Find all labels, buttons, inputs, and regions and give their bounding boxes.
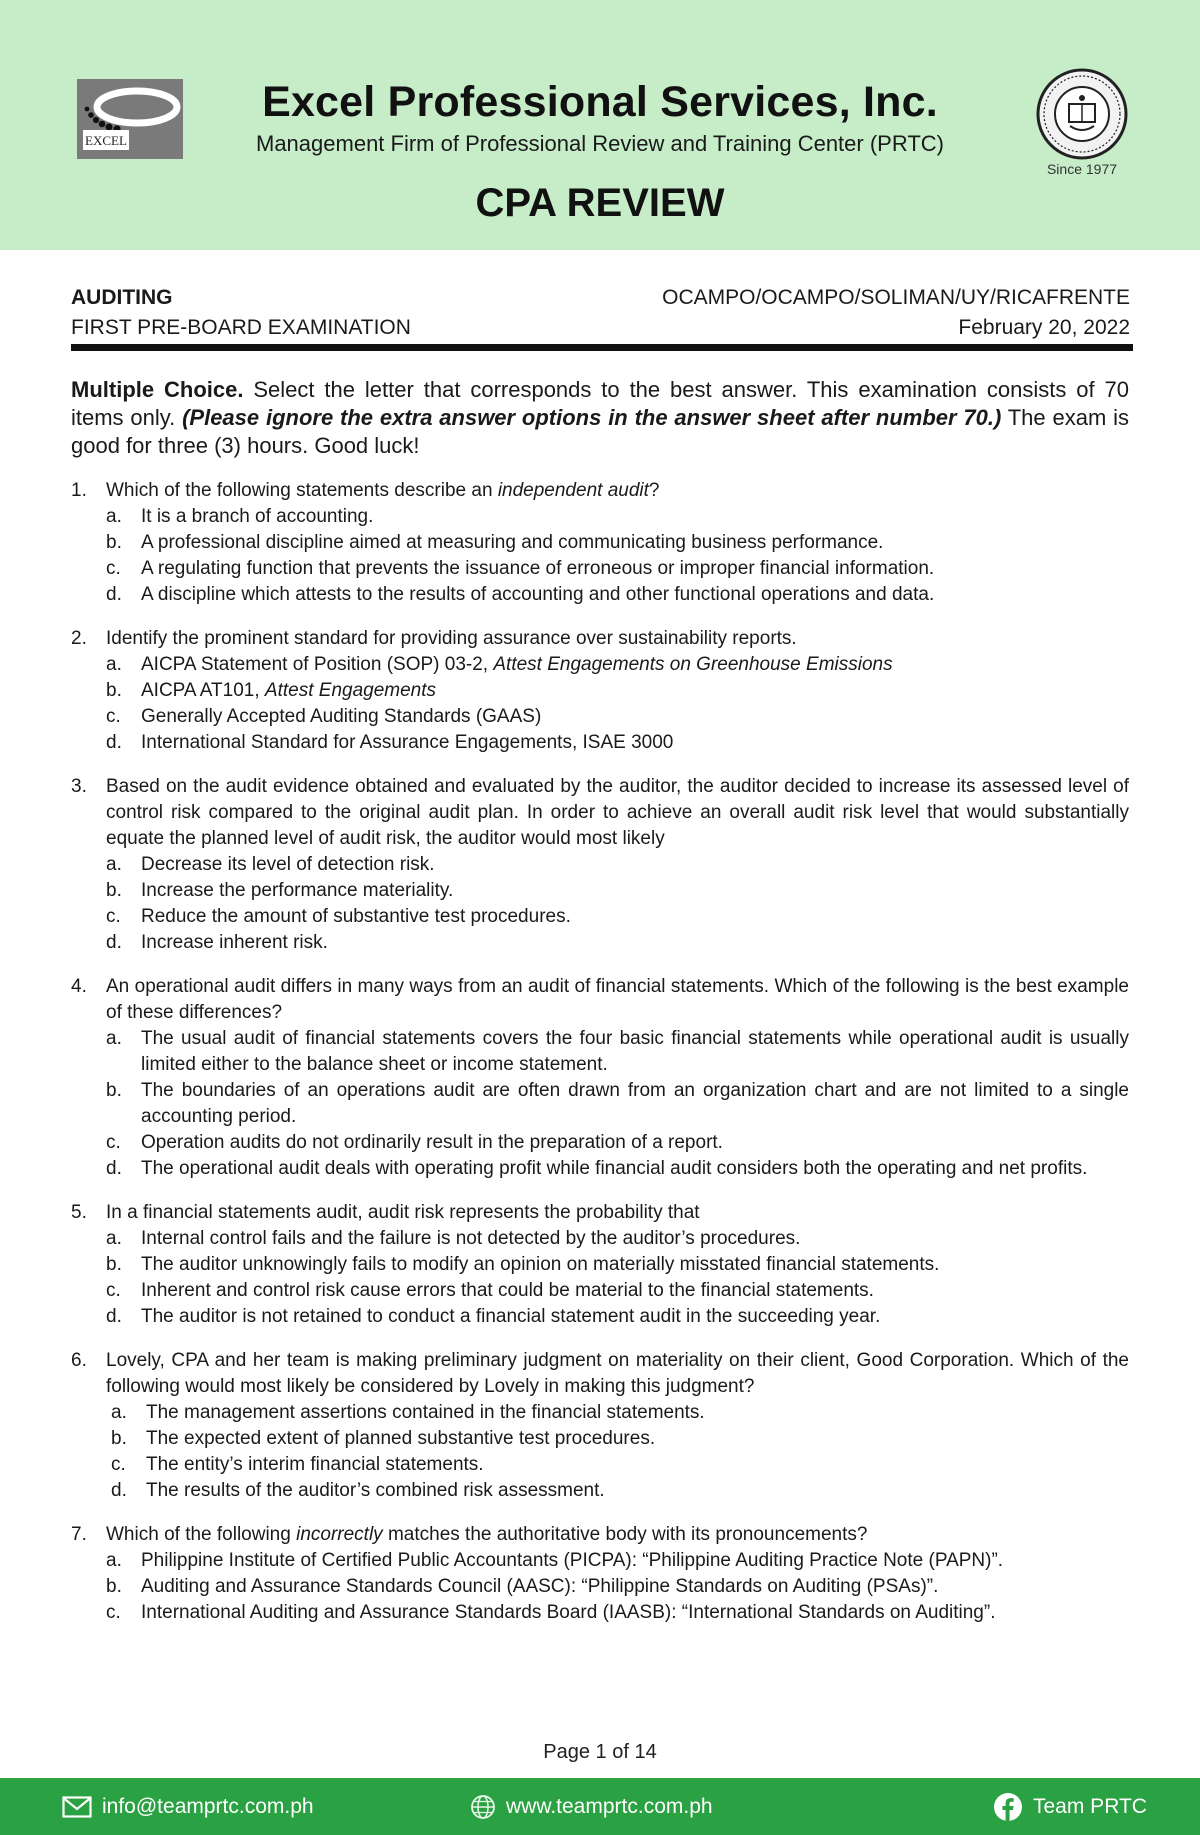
prtc-seal-icon [1036,68,1128,160]
option-text: The auditor is not retained to conduct a financial statement audit in the succeeding year. [141,1306,881,1327]
stem-emphasis: incorrectly [296,1524,383,1545]
option-text: AICPA Statement of Position (SOP) 03-2, [141,654,494,675]
option-c [106,904,1129,930]
option-d [106,1156,1129,1182]
footer-website-text: www.teamprtc.com.ph [506,1794,713,1818]
option-text: The management assertions contained in the financial statements. [146,1402,705,1423]
option-d [106,1478,1129,1504]
question-number: 5. [71,1202,87,1223]
option-letter: c. [106,1280,121,1301]
question-number: 1. [71,480,87,501]
option-text: The boundaries of an operations audit are often drawn from an organization chart and are not limited to a single accounting period. [141,1080,1129,1127]
option-text: The entity’s interim financial statements. [146,1454,484,1475]
option-b [106,1426,1129,1452]
page-number: Page 1 of 14 [543,1741,657,1763]
option-letter: c. [106,706,121,727]
option-text: Reduce the amount of substantive test procedures. [141,906,571,927]
globe-icon [470,1794,496,1820]
question-number: 3. [71,776,87,797]
option-c [106,1278,1129,1304]
instructions-text-1: Select the letter that corresponds to the best answer. This examination consists of 70 items only. [71,377,1129,430]
footer-email-text: info@teamprtc.com.ph [102,1794,314,1818]
since-year: Since 1977 [1046,161,1118,177]
option-text: International Auditing and Assurance Standards Board (IAASB): “International Standards on Auditing”. [141,1602,996,1623]
question-3 [71,774,1129,956]
option-d [106,930,1129,956]
question-number: 7. [71,1524,87,1545]
option-letter: c. [106,1602,121,1623]
exam-name: FIRST PRE-BOARD EXAMINATION [71,316,411,339]
option-b [106,878,1129,904]
option-text: A professional discipline aimed at measuring and communicating business performance. [141,532,884,553]
option-text: Decrease its level of detection risk. [141,854,435,875]
option-text: Generally Accepted Auditing Standards (GAAS) [141,706,542,727]
question-number: 4. [71,976,87,997]
stem-text: Which of the following statements describe an [106,480,498,501]
option-letter: b. [106,532,122,553]
option-text: Inherent and control risk cause errors that could be material to the financial statements. [141,1280,874,1301]
company-subtitle: Management Firm of Professional Review and Training Center (PRTC) [256,131,944,156]
option-letter: c. [106,1132,121,1153]
question-number: 6. [71,1350,87,1371]
exam-content [71,376,1129,1644]
question-5 [71,1200,1129,1330]
option-text: Increase the performance materiality. [141,880,454,901]
program-title: CPA REVIEW [475,181,725,225]
option-a [106,1548,1129,1574]
answer-options [106,1400,1129,1504]
instructions [71,376,1129,460]
option-a [106,1026,1129,1078]
option-letter: a. [106,1550,122,1571]
option-text: Operation audits do not ordinarily result in the preparation of a report. [141,1132,723,1153]
option-emphasis: Attest Engagements on Greenhouse Emissions [493,654,893,675]
option-c [106,1130,1129,1156]
option-c [106,556,1129,582]
option-b [106,1574,1129,1600]
option-a [106,852,1129,878]
option-b [106,1078,1129,1130]
option-text: Auditing and Assurance Standards Council (AASC): “Philippine Standards on Auditing (PSAs)”. [141,1576,939,1597]
question-stem: Lovely, CPA and her team is making preliminary judgment on materiality on their client, Good Corporation. Which of the following would most likely be considered by Lovely in making this judgment? [106,1350,1129,1397]
option-text: International Standard for Assurance Engagements, ISAE 3000 [141,732,674,753]
exam-date: February 20, 2022 [958,316,1130,339]
option-emphasis: Attest Engagements [264,680,437,701]
option-text: The results of the auditor’s combined risk assessment. [146,1480,605,1501]
subject-title: AUDITING [71,286,173,309]
option-letter: c. [111,1454,126,1475]
option-text: The auditor unknowingly fails to modify an opinion on materially misstated financial statements. [141,1254,940,1275]
stem-text: Which of the following [106,1524,297,1545]
answer-options [106,1026,1129,1182]
option-letter: a. [106,654,122,675]
question-number: 2. [71,628,87,649]
option-b [106,678,1129,704]
option-text: Increase inherent risk. [141,932,328,953]
answer-options [106,1226,1129,1330]
answer-options [106,1548,1129,1626]
footer-facebook[interactable] [993,1778,1147,1835]
question-6 [71,1348,1129,1504]
option-letter: b. [106,1576,122,1597]
option-c [106,704,1129,730]
option-letter: a. [106,506,122,527]
option-a [106,504,1129,530]
option-d [106,1304,1129,1330]
option-letter: d. [106,1158,122,1179]
header-divider [71,344,1133,351]
question-stem: Identify the prominent standard for providing assurance over sustainability reports. [106,628,797,649]
footer-website[interactable] [470,1778,713,1835]
question-stem [106,478,1129,504]
logo-text: EXCEL [85,133,127,148]
stem-text: matches the authoritative body with its pronouncements? [382,1524,868,1545]
stem-text: ? [648,480,660,501]
option-text: The expected extent of planned substantive test procedures. [146,1428,656,1449]
facebook-icon [993,1792,1023,1822]
option-letter: d. [106,932,122,953]
question-stem: In a financial statements audit, audit risk represents the probability that [106,1202,700,1223]
footer-band [0,1778,1200,1835]
option-a [106,652,1129,678]
option-d [106,582,1129,608]
option-letter: a. [111,1402,127,1423]
envelope-icon [62,1796,92,1818]
option-letter: a. [106,1028,122,1049]
option-letter: d. [106,732,122,753]
footer-email[interactable] [62,1778,314,1835]
option-text: AICPA AT101, [141,680,265,701]
option-text: The operational audit deals with operating profit while financial audit considers both the operating and net profits. [141,1158,1088,1179]
option-a [106,1400,1129,1426]
option-d [106,730,1129,756]
option-a [106,1226,1129,1252]
question-stem: An operational audit differs in many ways from an audit of financial statements. Which of the following is the best example of these differences? [106,976,1129,1023]
option-text: It is a branch of accounting. [141,506,374,527]
option-letter: d. [106,584,122,605]
question-stem [106,1522,1129,1548]
option-text: Philippine Institute of Certified Public Accountants (PICPA): “Philippine Auditing Practice Note (PAPN)”. [141,1550,1004,1571]
company-name: Excel Professional Services, Inc. [262,78,938,126]
question-7 [71,1522,1129,1626]
instructions-lead: Multiple Choice. [71,377,244,402]
question-2 [71,626,1129,756]
option-b [106,1252,1129,1278]
option-text: The usual audit of financial statements covers the four basic financial statements while operational audit is usually limited either to the balance sheet or income statement. [141,1028,1129,1075]
option-letter: d. [111,1480,127,1501]
option-letter: b. [106,1254,122,1275]
question-stem: Based on the audit evidence obtained and evaluated by the auditor, the auditor decided to increase its assessed level of control risk compared to the original audit plan. In order to achieve an overall audit risk level that would substantially equate the planned level of audit risk, the auditor would most likely [106,776,1129,849]
question-4 [71,974,1129,1182]
answer-options [106,652,1129,756]
option-letter: c. [106,906,121,927]
option-letter: d. [106,1306,122,1327]
option-letter: b. [106,880,122,901]
option-c [106,1600,1129,1626]
option-letter: b. [111,1428,127,1449]
option-c [106,1452,1129,1478]
option-text: A regulating function that prevents the issuance of erroneous or improper financial information. [141,558,935,579]
authors: OCAMPO/OCAMPO/SOLIMAN/UY/RICAFRENTE [662,286,1130,309]
option-letter: a. [106,1228,122,1249]
option-letter: b. [106,680,122,701]
answer-options [106,852,1129,956]
option-text: Internal control fails and the failure is not detected by the auditor’s procedures. [141,1228,801,1249]
instructions-note: (Please ignore the extra answer options in the answer sheet after number 70.) [182,405,1002,430]
option-b [106,530,1129,556]
footer-facebook-text: Team PRTC [1033,1794,1147,1818]
answer-options [106,504,1129,608]
option-letter: c. [106,558,121,579]
option-text: A discipline which attests to the results of accounting and other functional operations and data. [141,584,935,605]
option-letter: a. [106,854,122,875]
stem-emphasis: independent audit [497,480,649,501]
option-letter: b. [106,1080,122,1101]
instructions-text-2: The exam is good for three (3) hours. Good luck! [71,405,1130,458]
question-1 [71,478,1129,608]
